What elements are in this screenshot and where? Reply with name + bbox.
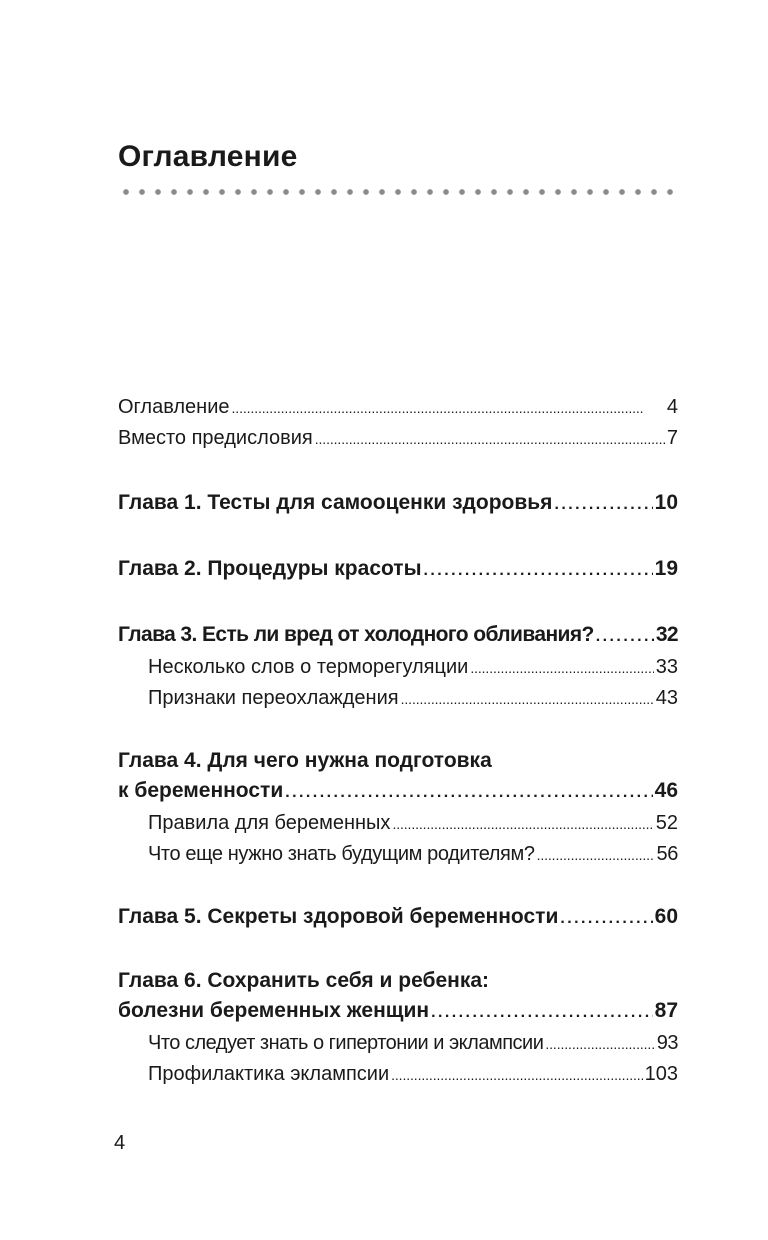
dot-leader bbox=[315, 423, 665, 454]
dot-leader bbox=[232, 392, 665, 423]
toc-chapter-2[interactable] bbox=[118, 554, 678, 586]
toc-chapter-6-line1[interactable]: Глава 6. Сохранить себя и ребенка: bbox=[118, 969, 490, 992]
toc-entry-label: Несколько слов о терморегуляции bbox=[148, 656, 469, 678]
toc-page-number: 103 bbox=[644, 1063, 678, 1085]
dotted-divider bbox=[118, 188, 680, 196]
toc-page-number: 46 bbox=[654, 779, 678, 802]
toc-page-number: 33 bbox=[655, 656, 678, 678]
dot-leader bbox=[391, 1059, 643, 1090]
table-of-contents bbox=[118, 392, 678, 1090]
page-title: Оглавление bbox=[118, 140, 298, 173]
toc-subsection-hypertension[interactable] bbox=[118, 1028, 678, 1059]
toc-chapter-1[interactable] bbox=[118, 488, 678, 520]
dot-leader bbox=[392, 808, 653, 839]
dot-leader bbox=[560, 902, 652, 934]
toc-chapter-5[interactable] bbox=[118, 902, 678, 934]
toc-entry-label: к беременности bbox=[118, 779, 284, 802]
toc-chapter-6[interactable] bbox=[118, 996, 678, 1028]
toc-entry-label: Глава 2. Процедуры красоты bbox=[118, 557, 422, 580]
toc-entry-label: Оглавление bbox=[118, 396, 230, 418]
dot-leader bbox=[285, 776, 652, 808]
toc-page-number: 10 bbox=[654, 491, 678, 514]
toc-entry-contents[interactable] bbox=[118, 392, 678, 423]
toc-entry-label: болезни беременных женщин bbox=[118, 999, 430, 1022]
toc-entry-preface[interactable] bbox=[118, 423, 678, 454]
toc-subsection-parents[interactable] bbox=[118, 839, 678, 870]
toc-page-number: 52 bbox=[655, 812, 678, 834]
toc-page-number: 19 bbox=[654, 557, 678, 580]
toc-entry-label: Что еще нужно знать будущим родителям? bbox=[148, 843, 535, 865]
toc-entry-label: Вместо предисловия bbox=[118, 427, 313, 449]
dot-leader bbox=[596, 620, 654, 652]
toc-subsection-eclampsia-prevention[interactable] bbox=[118, 1059, 678, 1090]
toc-entry-label: Глава 3. Есть ли вред от холодного обливания? bbox=[118, 623, 594, 646]
toc-subsection-hypothermia[interactable] bbox=[118, 683, 678, 714]
toc-entry-label: Признаки переохлаждения bbox=[148, 687, 399, 709]
dot-leader bbox=[470, 652, 653, 683]
toc-chapter-4-line1[interactable]: Глава 4. Для чего нужна подготовка bbox=[118, 749, 492, 772]
dot-leader bbox=[424, 554, 653, 586]
dot-leader bbox=[431, 996, 653, 1028]
page-number: 4 bbox=[114, 1132, 126, 1154]
toc-page-number: 4 bbox=[666, 396, 678, 418]
toc-entry-label: Что следует знать о гипертонии и эклампсии bbox=[148, 1032, 544, 1054]
toc-subsection-thermoregulation[interactable] bbox=[118, 652, 678, 683]
toc-page-number: 43 bbox=[655, 687, 678, 709]
toc-page-number: 60 bbox=[654, 905, 678, 928]
toc-chapter-3[interactable] bbox=[118, 620, 678, 652]
toc-page-number: 93 bbox=[656, 1032, 678, 1054]
toc-entry-label: Правила для беременных bbox=[148, 812, 391, 834]
dot-leader bbox=[401, 683, 654, 714]
dot-leader bbox=[545, 1028, 654, 1059]
toc-page-number: 87 bbox=[654, 999, 678, 1022]
toc-entry-label: Глава 5. Секреты здоровой беременности bbox=[118, 905, 559, 928]
toc-chapter-4[interactable] bbox=[118, 776, 678, 808]
toc-entry-label: Профилактика эклампсии bbox=[148, 1063, 390, 1085]
toc-page-number: 7 bbox=[666, 427, 678, 449]
dot-leader bbox=[537, 839, 655, 870]
dot-leader bbox=[554, 488, 652, 520]
toc-subsection-rules[interactable] bbox=[118, 808, 678, 839]
toc-page-number: 32 bbox=[655, 623, 678, 646]
toc-page-number: 56 bbox=[656, 843, 678, 865]
toc-entry-label: Глава 1. Тесты для самооценки здоровья bbox=[118, 491, 553, 514]
